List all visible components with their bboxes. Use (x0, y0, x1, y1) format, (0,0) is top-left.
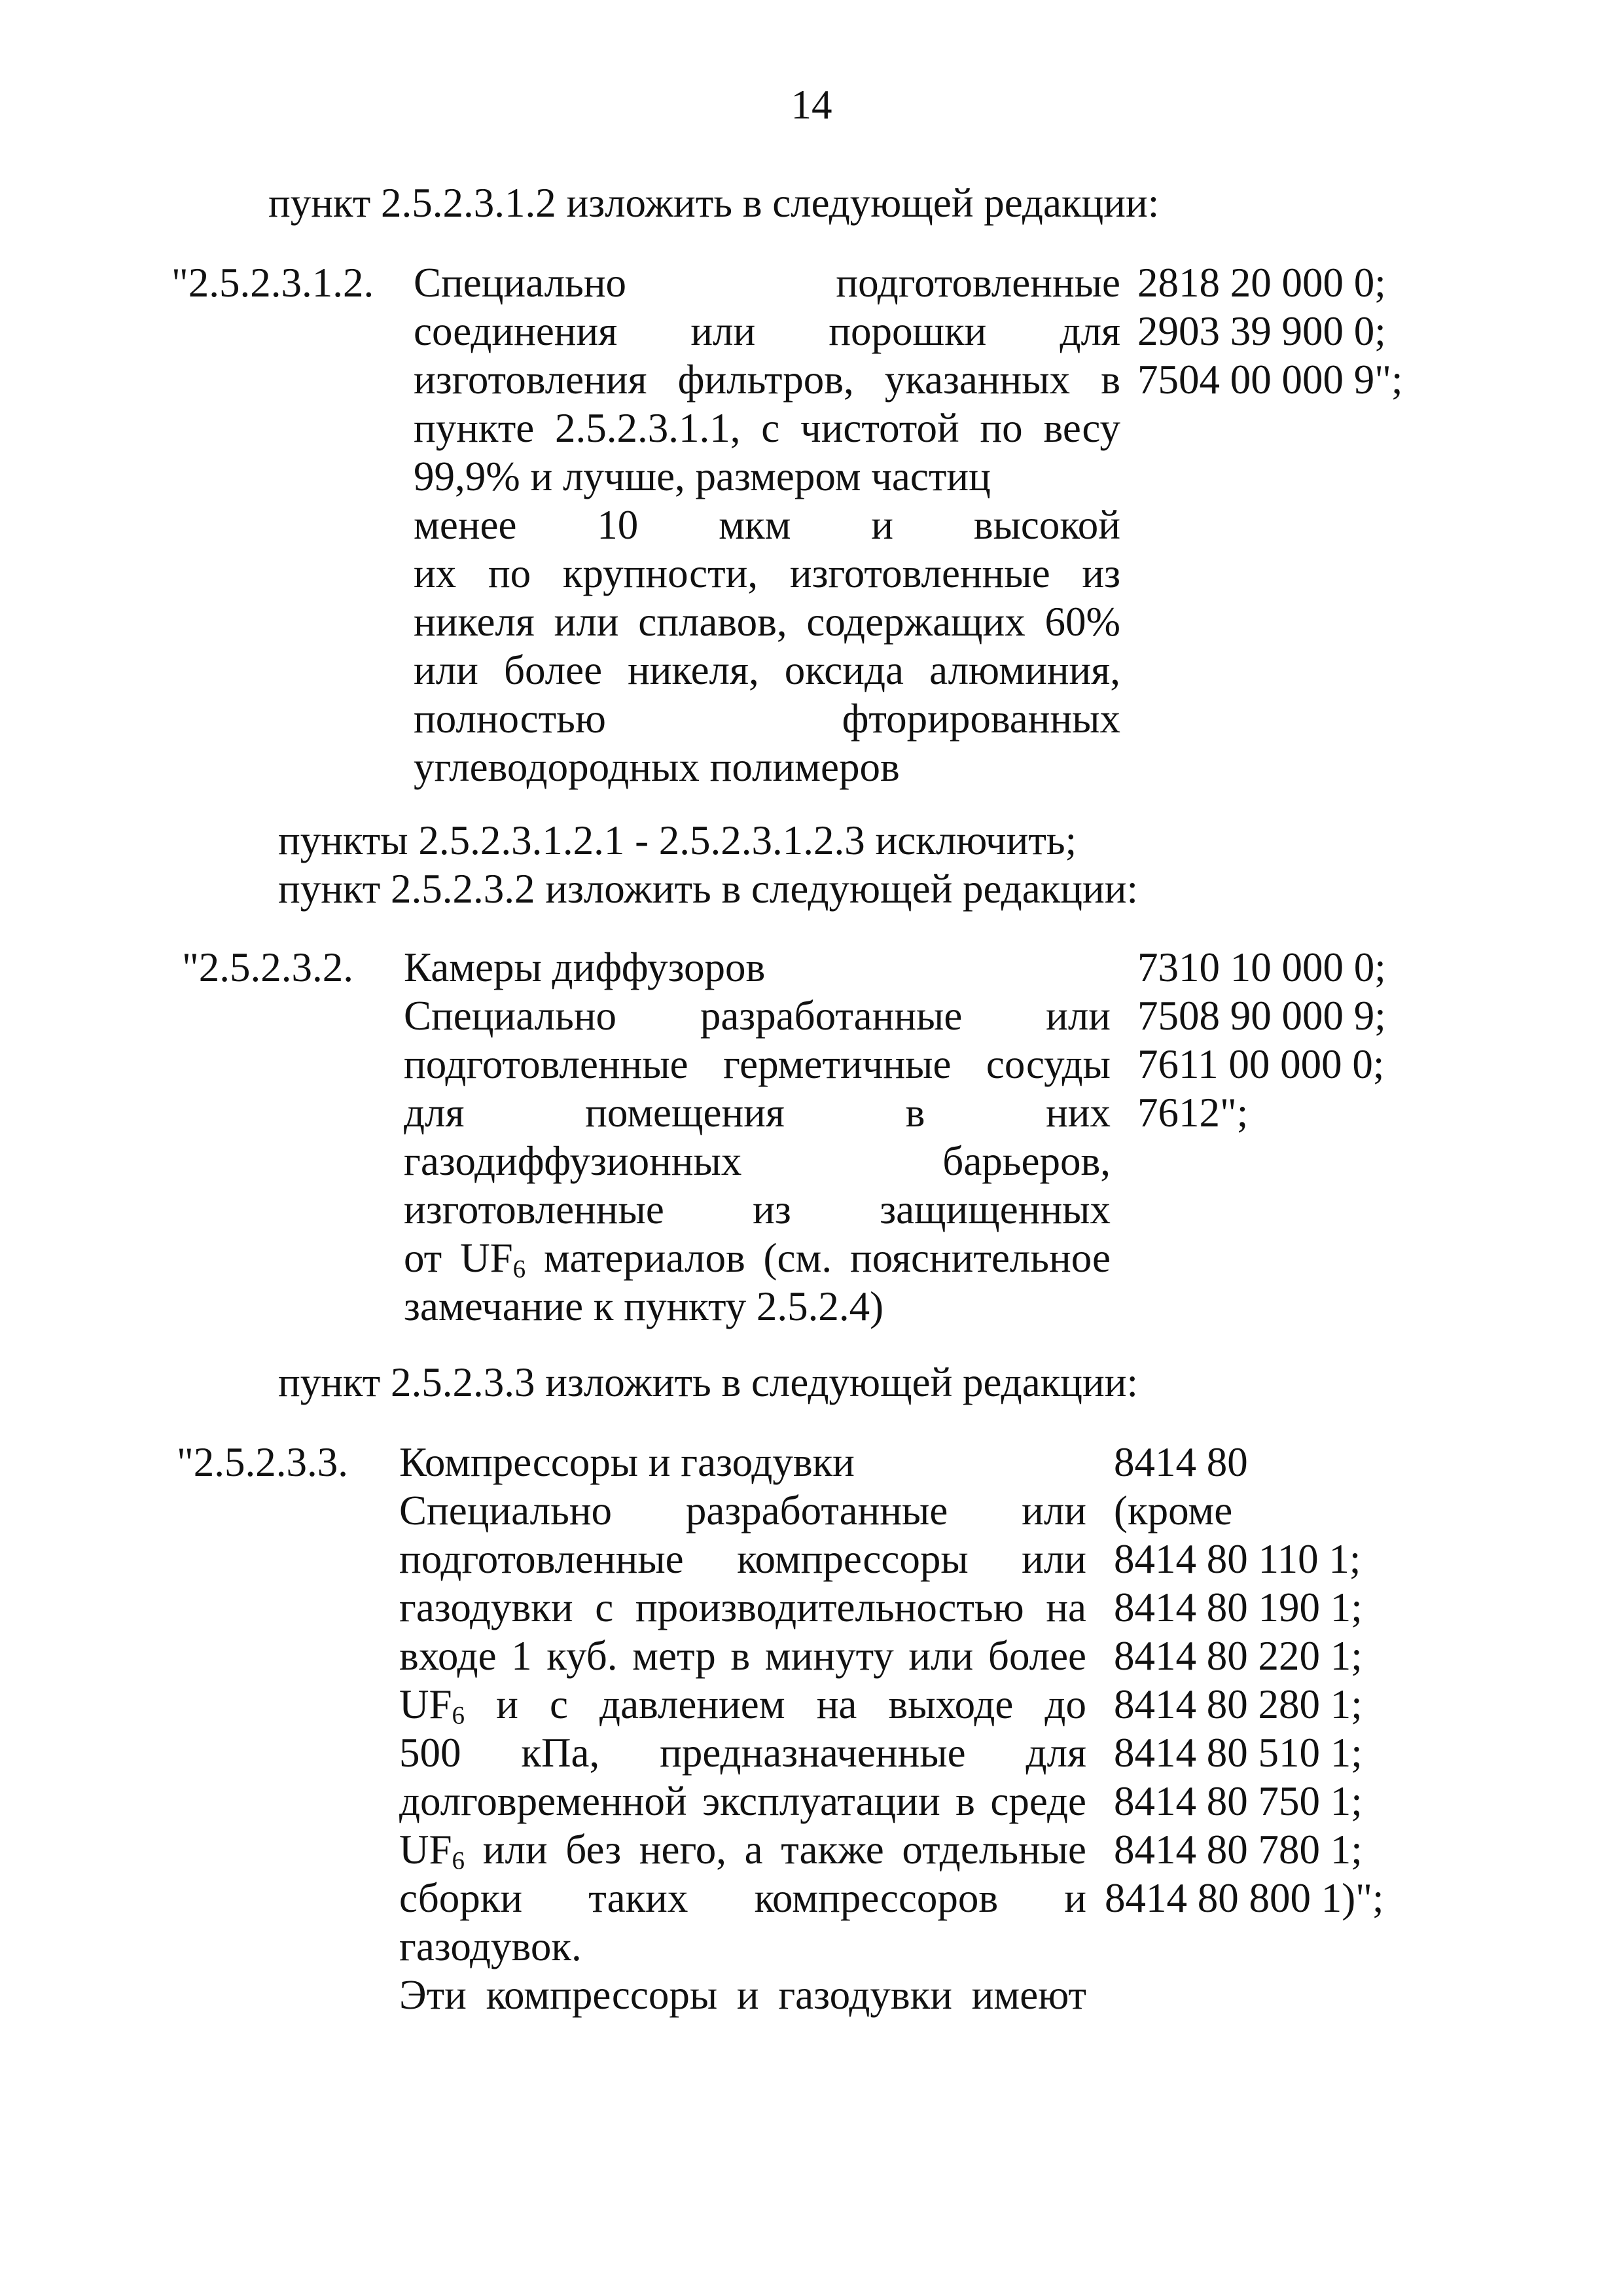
tnved-code: 8414 80 510 1; (1114, 1730, 1363, 1776)
tnved-code: 8414 80 (1114, 1439, 1248, 1485)
description-line: долговременной эксплуатации в среде (399, 1778, 1086, 1824)
tnved-code: 8414 80 110 1; (1114, 1536, 1361, 1582)
description-line: $UF_6$ и с давлением на выходе до (399, 1681, 1086, 1729)
amendment-instruction: пункт 2.5.2.3.2 изложить в следующей редакции: (278, 866, 1138, 912)
section-number: "2.5.2.3.2. (182, 944, 353, 990)
amendment-instruction: пункт 2.5.2.3.1.2 изложить в следующей редакции: (268, 180, 1160, 226)
description-line: 500 кПа, предназначенные для (399, 1730, 1086, 1776)
description-line: для помещения в них (404, 1090, 1111, 1136)
description-line: углеводородных полимеров (414, 744, 900, 790)
exclusion-instruction: пункты 2.5.2.3.1.2.1 - 2.5.2.3.1.2.3 исключить; (278, 817, 1077, 863)
amendment-instruction: пункт 2.5.2.3.3 изложить в следующей редакции: (278, 1359, 1138, 1405)
tnved-code: 8414 80 220 1; (1114, 1633, 1363, 1679)
tnved-code: 7611 00 000 0; (1137, 1041, 1385, 1087)
description-line: 99,9% и лучше, размером частиц (414, 454, 991, 499)
description-line: никеля или сплавов, содержащих 60% (414, 599, 1120, 645)
tnved-code: 2818 20 000 0; (1137, 260, 1386, 306)
description-line: их по крупности, изготовленные из (414, 550, 1120, 596)
description-line: газодувок. (399, 1924, 582, 1969)
tnved-code: 2903 39 900 0; (1137, 308, 1386, 354)
description-line: полностью фторированных (414, 696, 1120, 742)
tnved-code: 8414 80 800 1)"; (1105, 1875, 1384, 1921)
description-line: соединения или порошки для (414, 308, 1120, 354)
description-line: Специально подготовленные (414, 260, 1120, 306)
description-line: входе 1 куб. метр в минуту или более (399, 1633, 1086, 1679)
tnved-code: 8414 80 190 1; (1114, 1585, 1363, 1630)
description-line: от $UF_6$ материалов (см. пояснительное (404, 1235, 1111, 1283)
description-line: замечание к пункту 2.5.2.4) (404, 1283, 884, 1329)
tnved-code: 8414 80 750 1; (1114, 1778, 1363, 1824)
tnved-code: 8414 80 280 1; (1114, 1681, 1363, 1727)
description-line: изготовления фильтров, указанных в (414, 357, 1120, 403)
tnved-code: 7508 90 000 9; (1137, 993, 1386, 1039)
tnved-code: 8414 80 780 1; (1114, 1827, 1363, 1873)
description-line: менее 10 мкм и высокой (414, 502, 1120, 548)
description-line: подготовленные герметичные сосуды (404, 1041, 1111, 1087)
tnved-code: (кроме (1114, 1488, 1233, 1534)
description-line: сборки таких компрессоров и (399, 1875, 1086, 1921)
tnved-code: 7504 00 000 9"; (1137, 357, 1403, 403)
description-line: Камеры диффузоров (404, 944, 766, 990)
tnved-code: 7310 10 000 0; (1137, 944, 1386, 990)
description-line: газодиффузионных барьеров, (404, 1138, 1111, 1184)
description-line: Компрессоры и газодувки (399, 1439, 855, 1485)
description-line: пункте 2.5.2.3.1.1, с чистотой по весу (414, 405, 1120, 451)
description-line: изготовленные из защищенных (404, 1187, 1111, 1232)
description-line: Специально разработанные или (404, 993, 1111, 1039)
description-line: Специально разработанные или (399, 1488, 1086, 1534)
section-number: "2.5.2.3.3. (177, 1439, 348, 1485)
page-number: 14 (791, 82, 832, 128)
description-line: подготовленные компрессоры или (399, 1536, 1086, 1582)
description-line: $UF_6$ или без него, а также отдельные (399, 1827, 1086, 1874)
description-line: газодувки с производительностью на (399, 1585, 1086, 1630)
description-line: или более никеля, оксида алюминия, (414, 647, 1120, 693)
tnved-code: 7612"; (1137, 1090, 1249, 1136)
section-number: "2.5.2.3.1.2. (171, 260, 374, 306)
description-line: Эти компрессоры и газодувки имеют (399, 1972, 1086, 2018)
